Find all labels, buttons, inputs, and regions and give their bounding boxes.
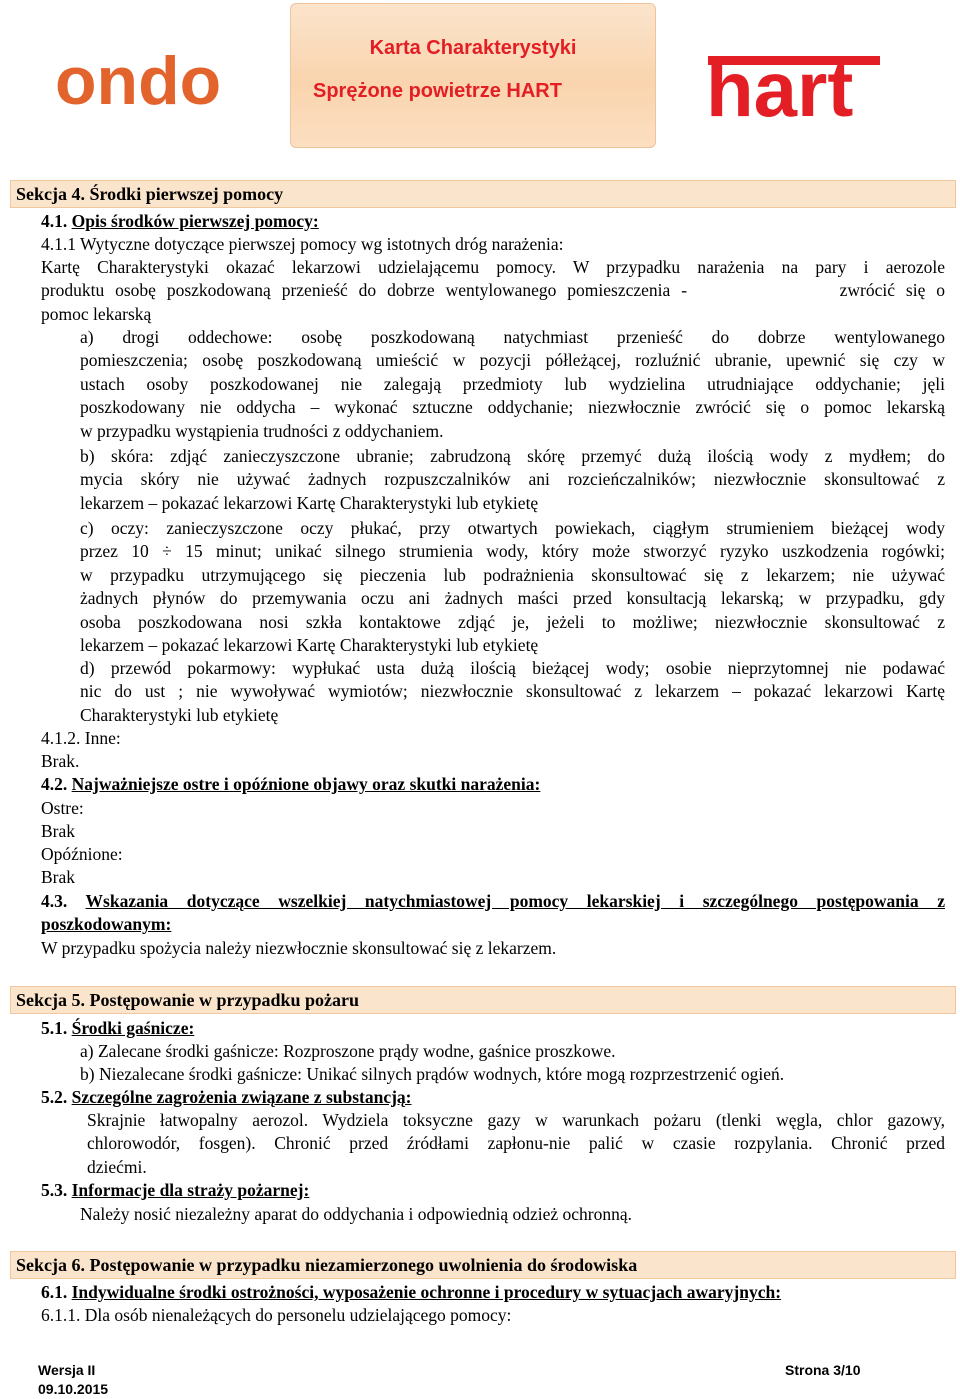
intro-line: produktu osobę poszkodowaną przenieść do dobrze wentylowanego pomieszczenia - zwrócić się o	[41, 280, 945, 301]
text-4-3: W przypadku spożycia należy niezwłocznie skonsultować się z lekarzem.	[41, 938, 557, 958]
document-title: Karta Charakterystyki	[369, 37, 577, 59]
item-a-respiratory	[80, 326, 945, 443]
item-b-skin	[80, 445, 945, 515]
section-6-heading: Sekcja 6. Postępowanie w przypadku niezamierzonego uwolnienia do środowiska	[10, 1251, 956, 1279]
item-d-line: d) przewód pokarmowy: wypłukać usta dużą ilością bieżącej wody; osobie nieprzytomnej nie podawać	[80, 658, 945, 678]
heading-4-3	[41, 890, 945, 937]
intro-line: pomoc lekarską	[41, 303, 152, 324]
item-a-line: poszkodowany nie oddycha – wykonać sztuczne oddychanie; niezwłocznie zwrócić się o pomoc lekarską	[80, 397, 945, 418]
item-c-line: lekarzem – pokazać lekarzowi Kartę Charakterystyki lub etykietę	[80, 635, 539, 656]
extinguishing-not-recommended: b) Niezalecane środki gaśnicze: Unikać silnych prądów wodnych, które mogą rozprzestrzenić ogień.	[80, 1064, 785, 1084]
heading-4-3-num: 4.3.	[41, 891, 68, 911]
acute-value: Brak	[41, 821, 76, 841]
heading-5-2-num: 5.2.	[41, 1087, 68, 1107]
footer-date: 09.10.2015	[38, 1381, 109, 1397]
heading-6-1-num: 6.1.	[41, 1282, 68, 1302]
intro-paragraph	[41, 256, 945, 326]
heading-5-1-num: 5.1.	[41, 1018, 68, 1038]
heading-5-2-title: Szczególne zagrożenia związane z substancją:	[71, 1087, 412, 1107]
item-b-line: b) skóra: zdjąć zanieczyszczone ubranie; zabrudzoną skórę przemyć dużą ilością wody z mydłem; do	[80, 446, 945, 466]
heading-6-1-title: Indywidualne środki ostrożności, wyposażenie ochronne i procedury w sytuacjach awaryjnych:	[71, 1282, 782, 1302]
section-5-heading: Sekcja 5. Postępowanie w przypadku pożaru	[10, 986, 956, 1014]
heading-4-3-title: Wskazania dotyczące wszelkiej natychmiastowej pomocy lekarskiej i szczególnego postępowania z	[85, 891, 945, 911]
heading-5-1-title: Środki gaśnicze:	[71, 1018, 195, 1038]
heading-4-2-title: Najważniejsze ostre i opóźnione objawy oraz skutki narażenia:	[71, 774, 541, 794]
heading-5-1	[41, 1017, 194, 1040]
product-name: Sprężone powietrze HART	[313, 80, 562, 102]
hart-logo	[706, 36, 882, 120]
heading-5-2	[41, 1086, 412, 1109]
acute-label: Ostre:	[41, 798, 84, 818]
heading-4-1-1: 4.1.1 Wytyczne dotyczące pierwszej pomocy wg istotnych dróg narażenia:	[41, 234, 564, 254]
item-c-line: żadnych płynów do przemywania oczu ani żadnych maści przed konsultacją lekarską; w przypadku, gdy	[80, 588, 945, 609]
item-c-line: w przypadku utrzymującego się pieczenia lub podrażnienia skonsultować się z lekarzem; nie używać	[80, 564, 945, 585]
ondo-logo-text: ondo	[55, 48, 222, 110]
heading-5-3-title: Informacje dla straży pożarnej:	[71, 1180, 310, 1200]
item-d-digestive	[80, 657, 945, 727]
ondo-logo	[55, 48, 250, 110]
extinguishing-recommended: a) Zalecane środki gaśnicze: Rozproszone prądy wodne, gaśnice proszkowe.	[80, 1041, 616, 1061]
item-b-line: lekarzem – pokazać lekarzowi Kartę Charakterystyki lub etykietę	[80, 492, 539, 513]
item-c-line: c) oczy: zanieczyszczone oczy płukać, przy otwartych powiekach, ciągłym strumieniem bieżącej wody	[80, 518, 945, 538]
text-5-2-line: chlorowodór, fosgen). Chronić przed źródłami zapłonu-nie palić w czasie rozpylania. Chronić przed	[87, 1133, 945, 1154]
item-c-line: osoba poszkodowana nosi szkła kontaktowe zdjąć je, jeżeli to możliwe; niezwłocznie skonsultować z	[80, 611, 945, 632]
heading-4-3-title-cont: poszkodowanym:	[41, 914, 172, 935]
heading-4-2	[41, 773, 540, 796]
item-c-eyes	[80, 517, 945, 657]
heading-4-1-num: 4.1.	[41, 211, 68, 231]
heading-6-1-1: 6.1.1. Dla osób nienależących do personelu udzielającego pomocy:	[41, 1305, 512, 1325]
text-5-3: Należy nosić niezależny aparat do oddychania i odpowiednią odzież ochronną.	[80, 1204, 632, 1224]
text-5-2-line: dziećmi.	[87, 1156, 147, 1177]
item-a-line: w przypadku wystąpienia trudności z oddychaniem.	[80, 420, 444, 441]
heading-4-1-2: 4.1.2. Inne:	[41, 728, 121, 748]
item-d-line: Charakterystyki lub etykietę	[80, 704, 279, 725]
hart-logo-text: hart	[706, 45, 854, 120]
heading-6-1	[41, 1281, 781, 1304]
delayed-label: Opóźnione:	[41, 844, 123, 864]
footer-version: Wersja II	[38, 1362, 96, 1378]
delayed-value: Brak	[41, 867, 76, 887]
heading-4-3-line	[41, 890, 945, 913]
item-b-line: mycia skóry nie używać żadnych rozpuszczalników ani rozcieńczalników; niezwłocznie skonsultować z	[80, 469, 945, 490]
item-a-line: pomieszczenia; osobę poszkodowaną umieścić w pozycji półleżącej, rozluźnić ubranie, upewnić się czy w	[80, 350, 945, 371]
value-4-1-2: Brak.	[41, 751, 80, 771]
heading-5-3-num: 5.3.	[41, 1180, 68, 1200]
item-a-line: a) drogi oddechowe: osobę poszkodowaną natychmiast przenieść do dobrze wentylowanego	[80, 327, 945, 347]
heading-4-1-title: Opis środków pierwszej pomocy:	[71, 211, 319, 231]
text-5-2	[87, 1109, 945, 1179]
heading-4-1	[41, 210, 319, 233]
heading-5-3	[41, 1179, 309, 1202]
item-c-line: przez 10 ÷ 15 minut; unikać silnego strumienia wody, który może stworzyć ryzyko uszkodzenia rogówki;	[80, 541, 945, 562]
footer-page-number: Strona 3/10	[785, 1362, 861, 1378]
heading-4-2-num: 4.2.	[41, 774, 68, 794]
item-a-line: ustach osoby poszkodowanej nie zalegają przedmioty lub wydzielina utrudniające oddychanie; jęli	[80, 373, 945, 394]
item-d-line: nic do ust ; nie wywoływać wymiotów; niezwłocznie skonsultować z lekarzem – pokazać lekarzowi Kartę	[80, 681, 945, 702]
text-5-2-line: Skrajnie łatwopalny aerozol. Wydziela toksyczne gazy w warunkach pożaru (tlenki węgla, chlor gazowy,	[87, 1110, 945, 1130]
section-4-heading: Sekcja 4. Środki pierwszej pomocy	[10, 180, 956, 208]
intro-line: Kartę Charakterystyki okazać lekarzowi udzielającemu pomocy. W przypadku narażenia na pary i aerozole	[41, 257, 945, 277]
document-title-box	[290, 3, 656, 148]
